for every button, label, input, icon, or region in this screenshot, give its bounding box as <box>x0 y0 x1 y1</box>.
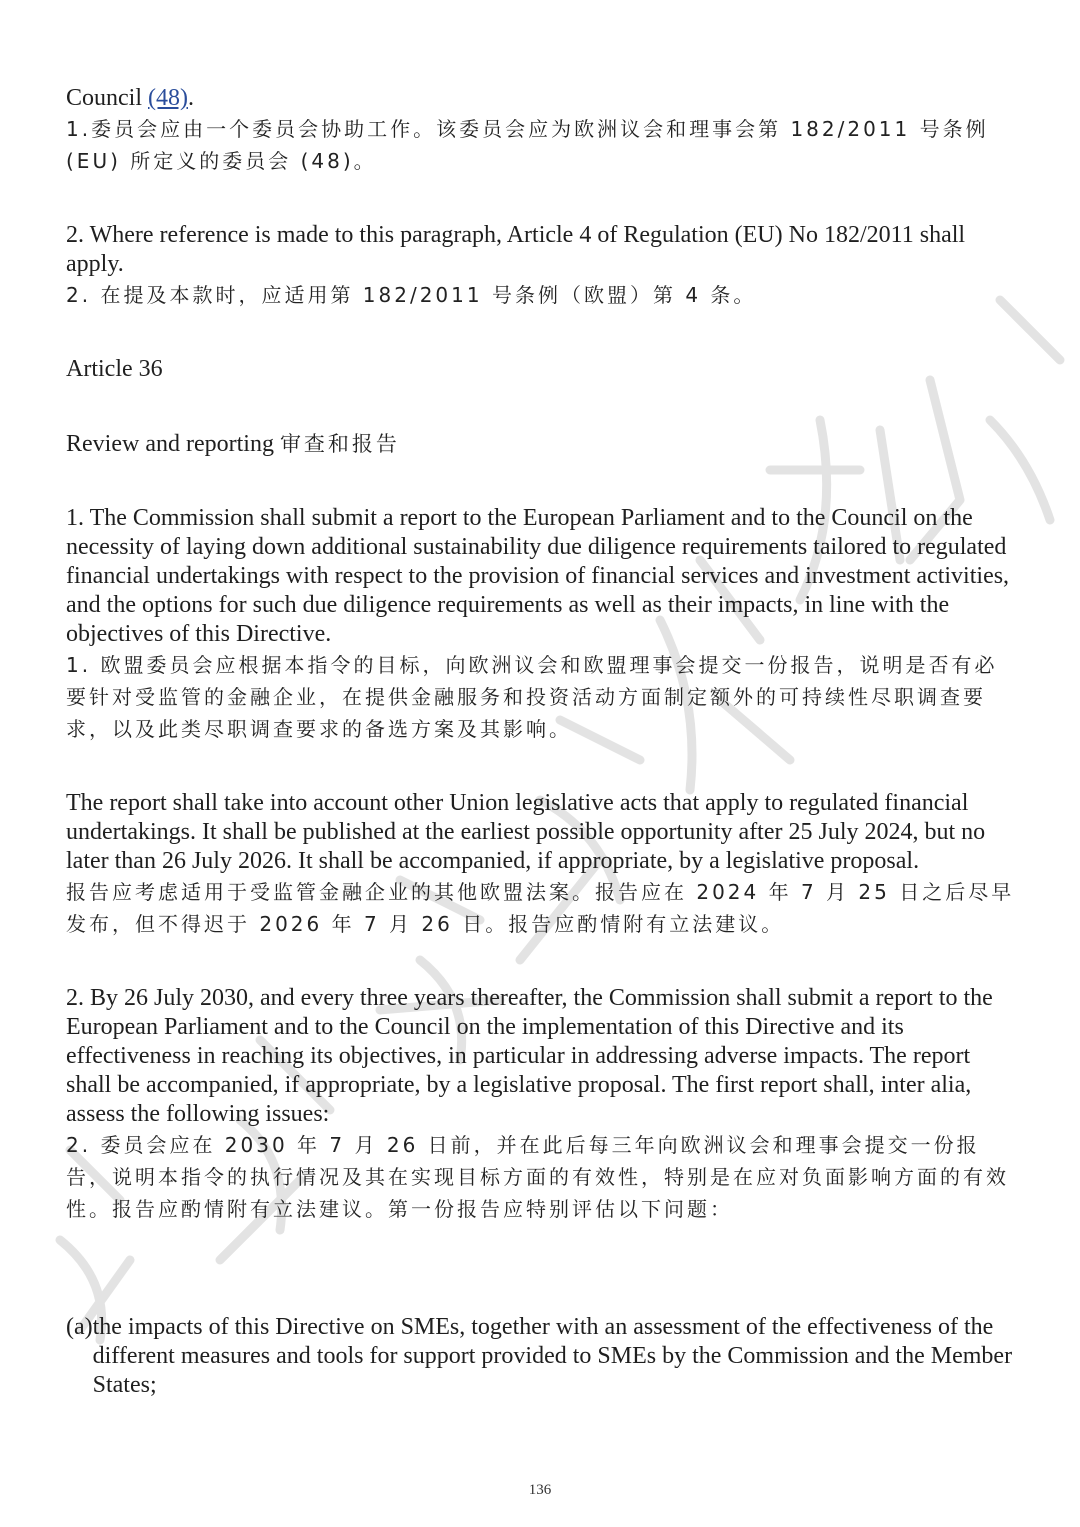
paragraph-3-en: 1. The Commission shall submit a report to the European Parliament and to the Council on the necessity of laying down additional sustainability due diligence requirements tailored to regulated financial undertakings with respect to the provision of financial services and investment activities, and the options for such due diligence requirements as well as their impacts, in line with the objectives of this Directive. <box>66 505 1010 647</box>
text-period: . <box>187 85 194 111</box>
paragraph-council-en <box>66 84 1016 113</box>
article-number: Article 36 <box>66 356 163 382</box>
paragraph-5-zh: 2. 委员会应在 2030 年 7 月 26 日前，并在此后每三年向欧洲议会和理事会提交一份报告，说明本指令的执行情况及其在实现目标方面的有效性，特别是在应对负面影响方面的有效性。报告应酌情附有立法建议。第一份报告应特别评估以下问题： <box>66 1133 1009 1221</box>
paragraph-2-en: 2. Where reference is made to this paragraph, Article 4 of Regulation (EU) No 182/2011 shall apply. <box>66 222 966 277</box>
paragraph-2-zh: 2. 在提及本款时，应适用第 182/2011 号条例（欧盟）第 4 条。 <box>66 283 757 307</box>
article-title-zh: 审查和报告 <box>279 432 400 456</box>
paragraph-4-zh: 报告应考虑适用于受监管金融企业的其他欧盟法案。报告应在 2024 年 7 月 25 日之后尽早发布，但不得迟于 2026 年 7 月 26 日。报告应酌情附有立法建议。 <box>66 880 1015 936</box>
article-title <box>66 428 1016 460</box>
article-title-en: Review and reporting <box>66 431 280 457</box>
paragraph-5-en: 2. By 26 July 2030, and every three years thereafter, the Commission shall submit a report to the European Parliament and to the Council on the implementation of this Directive and its effectiveness in reaching its objectives, in particular in addressing adverse impacts. The report shall be accompanied, if appropriate, by a legislative proposal. The first report shall, inter alia, assess the following issues: <box>66 985 993 1127</box>
paragraph-3-zh: 1. 欧盟委员会应根据本指令的目标，向欧洲议会和欧盟理事会提交一份报告，说明是否有必要针对受监管的金融企业，在提供金融服务和投资活动方面制定额外的可持续性尽职调查要求，以及此类尽职调查要求的备选方案及其影响。 <box>66 653 998 741</box>
paragraph-1-zh: 1.委员会应由一个委员会协助工作。该委员会应为欧洲议会和理事会第 182/2011 号条例 (EU) 所定义的委员会 (48)。 <box>66 117 989 173</box>
footnote-link-48[interactable]: (48) <box>148 85 188 111</box>
list-marker-a: (a) <box>66 1314 93 1340</box>
document-body <box>66 84 1016 1400</box>
list-item-a <box>66 1313 1016 1400</box>
list-text-a: the impacts of this Directive on SMEs, together with an assessment of the effectiveness of the different measures and tools for support provided to SMEs by the Commission and the Member States; <box>92 1314 1013 1398</box>
text-council: Council <box>66 85 148 111</box>
page-number: 136 <box>528 1482 552 1498</box>
paragraph-4-en: The report shall take into account other Union legislative acts that apply to regulated financial undertakings. It shall be published at the earliest possible opportunity after 25 July 2024, but no later than 26 July 2026. It shall be accompanied, if appropriate, by a legislative proposal. <box>66 790 986 874</box>
